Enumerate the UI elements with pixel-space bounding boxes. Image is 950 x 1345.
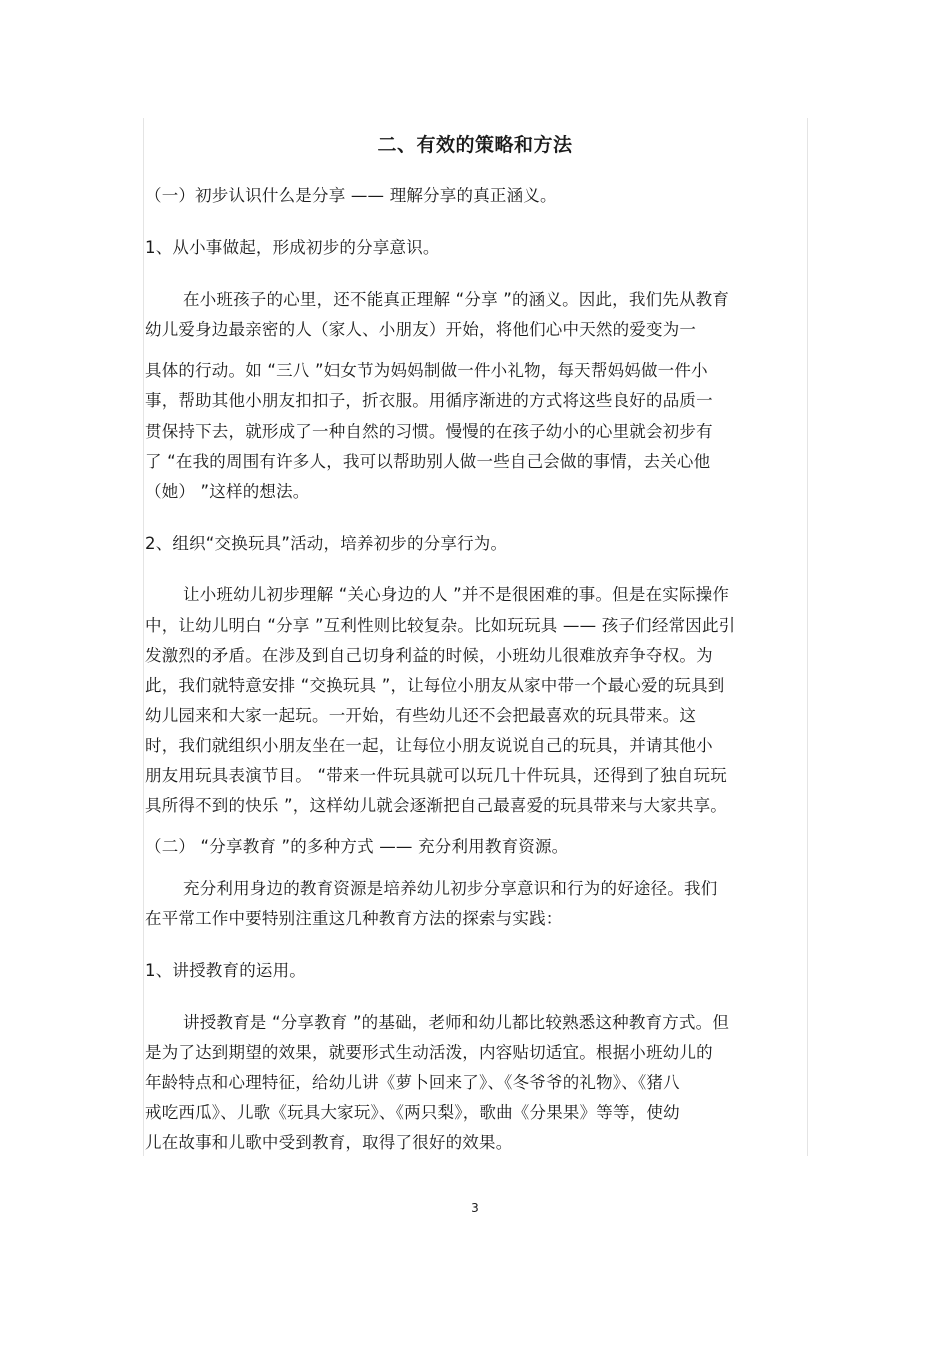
paragraph-line: 儿在故事和儿歌中受到教育，取得了很好的效果。 <box>145 1133 513 1152</box>
paragraph-line: 了 “在我的周围有许多人，我可以帮助别人做一些自己会做的事情，去关心他 <box>145 452 711 471</box>
section-heading-1: （一）初步认识什么是分享 —— 理解分享的真正涵义。 <box>145 186 557 205</box>
paragraph-line: 贯保持下去，就形成了一种自然的习惯。慢慢的在孩子幼小的心里就会初步有 <box>145 422 713 441</box>
right-margin-line <box>807 118 808 1156</box>
item-heading-2: 2、组织“交换玩具”活动，培养初步的分享行为。 <box>145 534 508 553</box>
section-heading-2: （二） “分享教育 ”的多种方式 —— 充分利用教育资源。 <box>145 837 569 856</box>
paragraph-line: 是为了达到期望的效果，就要形式生动活泼，内容贴切适宜。根据小班幼儿的 <box>145 1043 713 1062</box>
page-number: 3 <box>471 1201 479 1215</box>
left-margin-line <box>143 118 144 1156</box>
paragraph-line: 在平常工作中要特别注重这几种教育方法的探索与实践： <box>145 909 563 928</box>
paragraph-line: 具所得不到的快乐 ”，这样幼儿就会逐渐把自己最喜爱的玩具带来与大家共享。 <box>145 796 727 815</box>
paragraph-line: 让小班幼儿初步理解 “关心身边的人 ”并不是很困难的事。但是在实际操作 <box>183 585 730 604</box>
page-title: 二、有效的策略和方法 <box>377 134 573 156</box>
item-heading-3: 1、讲授教育的运用。 <box>145 961 306 980</box>
paragraph-line: 幼儿爱身边最亲密的人（家人、小朋友）开始，将他们心中天然的爱变为一 <box>145 320 697 339</box>
paragraph-line: 时，我们就组织小朋友坐在一起，让每位小朋友说说自己的玩具，并请其他小 <box>145 736 713 755</box>
paragraph-line: 具体的行动。如 “三八 ”妇女节为妈妈制做一件小礼物，每天帮妈妈做一件小 <box>145 361 708 380</box>
paragraph-line: 幼儿园来和大家一起玩。一开始，有些幼儿还不会把最喜欢的玩具带来。这 <box>145 706 697 725</box>
paragraph-line: 戒吃西瓜》、儿歌《玩具大家玩》、《两只梨》，歌曲《分果果》等等，使幼 <box>145 1103 680 1122</box>
paragraph-line: 事，帮助其他小朋友扣扣子，折衣服。用循序渐进的方式将这些良好的品质一 <box>145 391 713 410</box>
paragraph-line: 朋友用玩具表演节目。 “带来一件玩具就可以玩几十件玩具，还得到了独自玩玩 <box>145 766 727 785</box>
paragraph-line: （她） ”这样的想法。 <box>145 482 310 501</box>
paragraph-line: 在小班孩子的心里，还不能真正理解 “分享 ”的涵义。因此，我们先从教育 <box>183 290 730 309</box>
paragraph-line: 中，让幼儿明白 “分享 ”互利性则比较复杂。比如玩玩具 —— 孩子们经常因此引 <box>145 616 736 635</box>
item-heading-1: 1、从小事做起，形成初步的分享意识。 <box>145 238 440 257</box>
paragraph-line: 充分利用身边的教育资源是培养幼儿初步分享意识和行为的好途径。我们 <box>183 879 718 898</box>
paragraph-line: 发激烈的矛盾。在涉及到自己切身利益的时候，小班幼儿很难放弃争夺权。为 <box>145 646 713 665</box>
paragraph-line: 此，我们就特意安排 “交换玩具 ”，让每位小朋友从家中带一个最心爱的玩具到 <box>145 676 725 695</box>
paragraph-line: 讲授教育是 “分享教育 ”的基础，老师和幼儿都比较熟悉这种教育方式。但 <box>183 1013 730 1032</box>
paragraph-line: 年龄特点和心理特征，给幼儿讲《萝卜回来了》、《冬爷爷的礼物》、《猪八 <box>145 1073 680 1092</box>
